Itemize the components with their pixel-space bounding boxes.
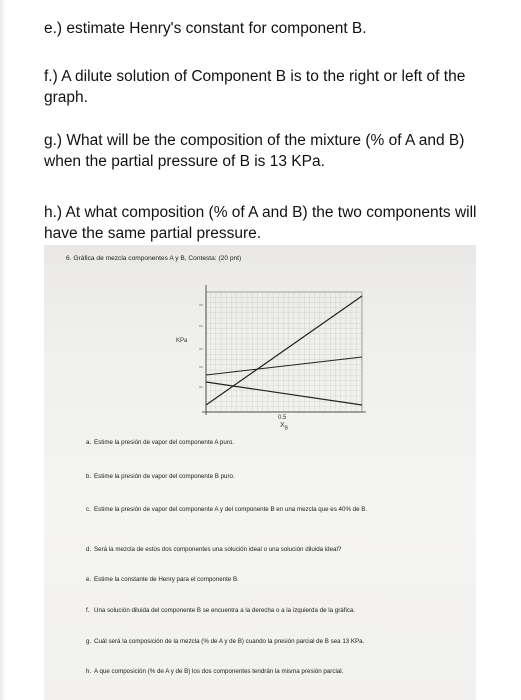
item-c: c. Estime la presión de vapor del componente A y del componente B en una mezcla que es 40% de B. xyxy=(86,506,368,513)
worksheet-photo xyxy=(44,245,476,700)
item-h: h. A que composición (% de A y de B) los dos componentes tendrán la misma presión parcial. xyxy=(86,668,344,675)
item-f: f. Una solución diluida del componente B se encuentra a la derecha o a la izquierda de la gráfica. xyxy=(86,607,356,614)
y-axis-label: KPa xyxy=(176,338,188,344)
question-g: g.) What will be the composition of the mixture (% of A and B) when the partial pressure of B is 13 KPa. xyxy=(44,132,465,170)
item-e: e. Estime la constante de Henry para el componente B. xyxy=(86,576,239,583)
x-tick-mid: 0.5 xyxy=(278,415,287,421)
question-h: h.) At what composition (% of A and B) the two components will have the same partial pressure. xyxy=(44,204,477,242)
item-b: b. Estime la presión de vapor del componente B puro. xyxy=(86,473,235,480)
page-edge-shadow xyxy=(0,0,6,700)
item-g: g. Cuál será la composición de la mezcla (% de A y de B) cuando la presión parcial de B sea 13 KPa. xyxy=(86,638,365,645)
vapor-pressure-graph xyxy=(44,245,476,445)
question-e: e.) estimate Henry's constant for component B. xyxy=(44,20,367,37)
item-d: d. Será la mezcla de estos dos componentes una solución ideal o una solución diluida ideal? xyxy=(86,546,342,553)
item-a: a. Estime la presión de vapor del componente A puro. xyxy=(86,439,234,446)
x-axis-label: $X_B$ xyxy=(280,422,289,432)
question-f: f.) A dilute solution of Component B is to the right or left of the graph. xyxy=(44,68,466,106)
worksheet-heading: 6. Gráfica de mezcla componentes A y B, Contesta: (20 pnt) xyxy=(66,255,242,262)
